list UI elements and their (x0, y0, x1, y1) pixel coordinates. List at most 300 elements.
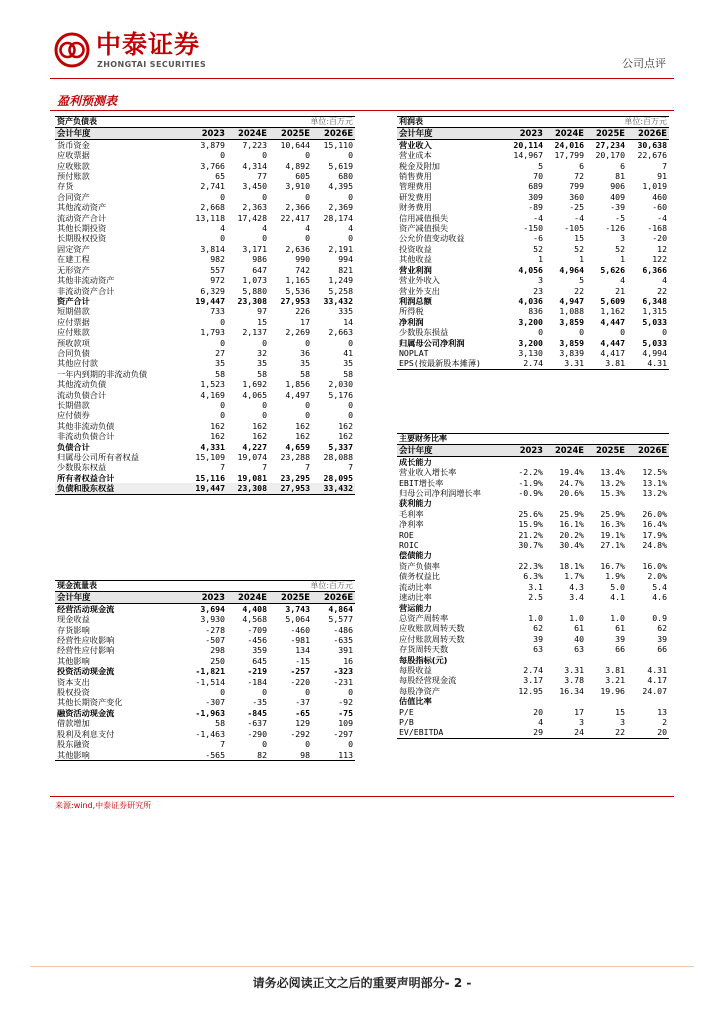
cell-value: 4,497 (285, 389, 311, 400)
table-row (397, 265, 669, 275)
cell-value: 5.4 (652, 581, 668, 592)
cell-value: 1 (538, 254, 543, 265)
table-row (55, 635, 355, 645)
table-row (397, 488, 669, 498)
cell-value: 7 (220, 739, 225, 750)
cell-value: 24.7% (559, 477, 584, 488)
cell-value: 4,568 (242, 614, 268, 625)
table-row (397, 150, 669, 160)
table-row (397, 675, 669, 685)
year-header: 2026E (627, 128, 669, 139)
cell-value: 20,170 (595, 150, 626, 161)
cell-value: 1,165 (285, 275, 311, 286)
row-label: 毛利率 (399, 508, 424, 519)
row-label: 归属母公司净利润 (399, 337, 465, 348)
income-statement-title: 利润表 (397, 117, 586, 128)
cell-value: 3,839 (559, 347, 585, 358)
table-row (397, 296, 669, 306)
cell-value: 2.5 (528, 592, 543, 603)
row-label: 流动负债合计 (57, 389, 107, 400)
row-label: 现金收益 (57, 614, 90, 625)
cell-value: 0 (220, 233, 225, 244)
cell-value: 3,200 (518, 337, 543, 348)
year-header: 2026E (627, 445, 669, 456)
cell-value: 21 (615, 285, 626, 296)
cell-value: 35 (343, 358, 354, 369)
page-footer (0, 974, 724, 991)
cell-value: 129 (295, 718, 311, 729)
cell-value: 1.7% (564, 571, 584, 582)
table-row (55, 603, 355, 614)
cell-value: 122 (652, 254, 668, 265)
cell-value: -5 (615, 212, 626, 223)
table-row (397, 286, 669, 296)
cell-value: -168 (647, 223, 668, 234)
cell-value: 1,249 (328, 275, 354, 286)
cell-value: 5 (579, 275, 585, 286)
table-row (397, 592, 669, 602)
table-row (55, 462, 355, 472)
row-label: 应付账款周转天数 (399, 633, 465, 644)
cell-value (627, 696, 669, 706)
cell-value: -35 (252, 697, 268, 708)
cash-flow-table (55, 580, 355, 761)
cell-value: 41 (343, 347, 354, 358)
cell-value: 20 (533, 706, 543, 717)
cell-value: 3.1 (528, 581, 543, 592)
cell-value: 162 (210, 431, 225, 442)
year-header: 2025E (269, 592, 312, 603)
cell-value (627, 603, 669, 613)
cell-value: 0 (620, 327, 626, 338)
cell-value: 15,109 (195, 452, 225, 462)
cell-value: 12.5% (642, 467, 668, 478)
table-row (397, 571, 669, 581)
cell-value: 3.81 (586, 358, 627, 369)
cell-value: 61 (574, 623, 584, 634)
row-label: 每股指标(元) (399, 654, 448, 665)
cell-value: 16 (343, 655, 354, 666)
cell-value: 19.96 (600, 685, 625, 696)
table-row (55, 666, 355, 676)
cell-value: 0 (538, 327, 543, 338)
cell-value: 4 (538, 716, 543, 727)
table-row (397, 348, 669, 358)
cell-value: 20.2% (559, 529, 584, 540)
table-row (397, 161, 669, 171)
cell-value: -297 (333, 728, 354, 739)
cell-value: 4.6 (652, 592, 668, 603)
cell-value: 30.7% (518, 540, 543, 551)
table-row (397, 509, 669, 519)
cell-value: 28,174 (323, 212, 354, 223)
cell-value: 19,074 (237, 452, 268, 462)
cell-value: -290 (247, 728, 268, 739)
cell-value: 113 (312, 750, 355, 761)
row-label: 总资产周转率 (399, 612, 449, 623)
row-label: 获利能力 (399, 498, 432, 509)
cell-value: -105 (564, 223, 585, 234)
cell-value: 1,856 (285, 379, 311, 390)
row-label: 其他流动负债 (57, 379, 107, 390)
cell-value: 30.4% (559, 540, 584, 551)
cell-value: 4,169 (200, 389, 225, 400)
row-label: 股东融资 (57, 739, 90, 750)
cell-value: 5,033 (642, 337, 668, 348)
row-label: 非流动资产合计 (57, 285, 115, 296)
table-row (55, 275, 355, 285)
cell-value: 40 (574, 633, 584, 644)
cell-value: -460 (290, 624, 311, 635)
table-row (397, 244, 669, 254)
cell-value: 3,200 (518, 316, 543, 327)
cell-value: -1,821 (195, 666, 225, 677)
cash-flow-title: 现金流量表 (55, 581, 269, 592)
cell-value: 986 (252, 254, 268, 265)
row-label: 营运能力 (399, 602, 432, 613)
cell-value: 742 (295, 264, 311, 275)
cell-value: 15.9% (518, 519, 543, 530)
cell-value: 645 (252, 655, 268, 666)
row-label: 债务权益比 (399, 571, 440, 582)
cell-value: 226 (295, 306, 311, 317)
row-label: 存货 (57, 181, 74, 192)
cell-value: 0 (348, 739, 354, 750)
report-type: 公司点评 (622, 57, 666, 70)
cell-value: 62 (657, 623, 668, 634)
cell-value: 4 (305, 223, 311, 234)
cell-value: 0 (348, 399, 354, 410)
cell-value: 4 (262, 223, 268, 234)
cell-value: 6,366 (642, 264, 668, 275)
footer-divider (30, 966, 694, 967)
company-name-cn: 中泰证券 (96, 30, 201, 59)
cell-value: 7 (220, 462, 225, 473)
row-label: 存货周转天数 (399, 644, 449, 655)
cell-value: 70 (533, 171, 543, 182)
cell-value: 16.3% (600, 519, 625, 530)
cell-value: 2.74 (505, 358, 545, 369)
cell-value: 3,910 (285, 181, 311, 192)
cell-value: 15 (615, 706, 625, 717)
cell-value (545, 655, 586, 665)
section-title: 盈利预测表 (57, 94, 118, 108)
cell-value: 23,288 (280, 452, 311, 462)
cell-value: 6,348 (642, 295, 668, 306)
cell-value: 1,793 (200, 327, 225, 338)
cell-value: 63 (533, 644, 543, 655)
cell-value: 5,577 (328, 614, 354, 625)
row-label: 其他收益 (399, 254, 432, 265)
cell-value: 0 (220, 687, 225, 698)
table-row (397, 171, 669, 181)
cell-value: 4,659 (285, 441, 311, 452)
cell-value: 0 (262, 191, 268, 202)
cell-value: 5,626 (600, 264, 626, 275)
cell-value: 1,692 (242, 379, 268, 390)
cell-value: 25.9% (600, 508, 625, 519)
cell-value: 162 (338, 420, 354, 431)
cell-value: -507 (205, 635, 225, 646)
cell-value: 39 (657, 633, 668, 644)
cell-value: 3,766 (200, 160, 225, 171)
cell-value: 3 (579, 716, 584, 727)
cell-value: 91 (657, 171, 668, 182)
cell-value: 0 (262, 399, 268, 410)
row-label: 偿债能力 (399, 550, 432, 561)
row-label: 其他流动资产 (57, 202, 107, 213)
cell-value: 3.17 (523, 675, 543, 686)
cell-value: 990 (295, 254, 311, 265)
cell-value: 4,947 (559, 295, 585, 306)
table-row (55, 150, 355, 160)
cell-value: 0 (348, 233, 354, 244)
row-label: 借款增加 (57, 718, 90, 729)
cell-value: 0 (262, 150, 268, 161)
cell-value: 25.6% (518, 508, 543, 519)
row-label: 应收账款周转天数 (399, 623, 465, 634)
cell-value: 7 (348, 462, 354, 473)
cell-value: 12.95 (518, 685, 543, 696)
year-header: 2023 (187, 592, 227, 603)
row-label: 融资活动现金流 (57, 707, 115, 718)
cell-value: 359 (252, 645, 268, 656)
row-label: 少数股东权益 (57, 462, 107, 473)
row-label: 估值比率 (399, 696, 432, 707)
cell-value: 2,636 (285, 243, 311, 254)
cell-value: 4.31 (627, 358, 669, 369)
row-label: 税金及附加 (399, 160, 440, 171)
row-label: 合同资产 (57, 191, 90, 202)
cell-value: 63 (574, 644, 584, 655)
cell-value: 66 (615, 644, 625, 655)
row-label: 其他长期投资 (57, 223, 107, 234)
cell-value: 5,337 (328, 441, 354, 452)
row-label: 经营活动现金流 (57, 603, 115, 614)
cell-value: 0 (220, 316, 225, 327)
cell-value: 72 (574, 171, 585, 182)
cell-value: 23 (533, 285, 543, 296)
cell-value: 733 (210, 306, 225, 317)
cell-value: 1,019 (642, 181, 668, 192)
table-row (55, 296, 355, 306)
row-label: 资本支出 (57, 676, 90, 687)
year-header: 2023 (187, 128, 227, 139)
table-row (55, 358, 355, 368)
cell-value: 23,295 (280, 472, 311, 483)
table-row (55, 181, 355, 191)
zhongtai-logo-icon (54, 32, 90, 68)
cell-value: 3,814 (200, 243, 225, 254)
cell-value: -92 (338, 697, 354, 708)
row-label: 管理费用 (399, 181, 432, 192)
cell-value (586, 498, 627, 508)
cell-value: -709 (247, 624, 268, 635)
cell-value: 162 (295, 420, 311, 431)
cell-value: 22,417 (280, 212, 311, 223)
row-label: 资产负债率 (399, 560, 440, 571)
cell-value: 460 (652, 191, 668, 202)
row-label: 其他影响 (55, 750, 187, 761)
cell-value (505, 456, 545, 467)
cell-value: -278 (205, 624, 225, 635)
table-row (55, 244, 355, 254)
cell-value: -15 (295, 655, 311, 666)
page-number: - 2 - (444, 976, 472, 990)
cell-value: -0.9% (518, 488, 543, 499)
cell-value: 4.17 (647, 675, 668, 686)
cell-value: 4,964 (559, 264, 585, 275)
cell-value: 647 (252, 264, 268, 275)
cell-value: 23,308 (237, 295, 268, 306)
cell-value: -60 (652, 202, 668, 213)
cell-value: 16.4% (642, 519, 668, 530)
table-row (55, 161, 355, 171)
cell-value: 14 (343, 316, 354, 327)
cell-value: 5,064 (285, 614, 311, 625)
header-divider (50, 78, 674, 79)
cell-value: 0 (579, 327, 585, 338)
cell-value: 298 (210, 645, 225, 656)
row-label: 速动比率 (399, 592, 432, 603)
cell-value: 3,130 (518, 347, 543, 358)
row-label: 应付债券 (57, 410, 90, 421)
table-row (397, 306, 669, 316)
ratios-title: 主要财务比率 (397, 434, 669, 445)
cell-value: 605 (295, 171, 311, 182)
cell-value: 1.0 (528, 612, 543, 623)
cell-value: 16.1% (559, 519, 584, 530)
income-statement-unit: 单位:百万元 (586, 117, 669, 128)
row-label: EPS(按最新股本摊薄) (397, 358, 505, 369)
cell-value: 2.74 (523, 664, 543, 675)
cell-value: 98 (269, 750, 312, 761)
cell-value: 24.8% (642, 540, 668, 551)
cell-value: 81 (615, 171, 626, 182)
financial-ratios-table (397, 433, 669, 739)
cell-value: 24,016 (554, 139, 585, 150)
table-row (55, 483, 355, 494)
source-divider (50, 796, 674, 797)
cell-value: -231 (333, 676, 354, 687)
row-label: NOPLAT (399, 347, 429, 358)
row-label: 一年内到期的非流动负债 (57, 368, 148, 379)
cell-value: 7 (262, 462, 268, 473)
cell-value (505, 603, 545, 613)
cell-value: 4,892 (285, 160, 311, 171)
cell-value: 16.7% (600, 560, 625, 571)
cell-value: 0 (348, 337, 354, 348)
row-label: 营业外支出 (399, 285, 440, 296)
row-label: ROE (399, 529, 414, 540)
cell-value (627, 456, 669, 467)
table-row (397, 254, 669, 264)
cell-value: 5,619 (328, 160, 354, 171)
row-label: 合同负债 (57, 347, 90, 358)
row-label: 归属母公司所有者权益 (57, 452, 139, 462)
row-label: 成长能力 (399, 456, 432, 467)
cell-value: 15,116 (195, 472, 225, 483)
row-label: 负债合计 (57, 441, 90, 452)
table-row (397, 717, 669, 727)
cell-value: 0 (305, 150, 311, 161)
cell-value: 19,081 (237, 472, 268, 483)
cell-value: 2,741 (200, 181, 225, 192)
cell-value: 19,447 (195, 295, 225, 306)
row-label: 少数股东损益 (399, 327, 449, 338)
row-label: 归母公司净利润增长率 (399, 488, 481, 499)
cell-value: 39 (615, 633, 625, 644)
cell-value: 0 (262, 233, 268, 244)
cell-value: 12 (657, 243, 668, 254)
cell-value: -456 (247, 635, 268, 646)
cell-value: -2.2% (518, 467, 543, 478)
cell-value: 15 (257, 316, 268, 327)
cell-value (545, 498, 586, 508)
table-row (55, 192, 355, 202)
table-row (55, 223, 355, 233)
row-label: 流动资产合计 (57, 212, 107, 223)
cell-value (505, 655, 545, 665)
cell-value: 3.78 (564, 675, 584, 686)
cell-value: 35 (257, 358, 268, 369)
cell-value: 21.2% (518, 529, 543, 540)
table-row (397, 223, 669, 233)
row-label: 营业利润 (399, 264, 432, 275)
table-row (55, 317, 355, 327)
cell-value: 13.1% (642, 477, 668, 488)
cell-value: 109 (338, 718, 354, 729)
row-label: 应付票据 (57, 316, 90, 327)
table-row (397, 540, 669, 550)
cell-value: 1 (579, 254, 585, 265)
table-row (397, 665, 669, 675)
cell-value: 3,171 (242, 243, 268, 254)
cell-value: 689 (528, 181, 543, 192)
cell-value: 0 (262, 687, 268, 698)
cell-value: 58 (300, 368, 311, 379)
cell-value: 4,065 (242, 389, 268, 400)
row-label: 每股经营现金流 (399, 675, 457, 686)
cell-value: 58 (215, 718, 225, 729)
cell-value: 3,859 (559, 337, 585, 348)
cell-value: 162 (252, 420, 268, 431)
cell-value: 4,314 (242, 160, 268, 171)
table-row (397, 634, 669, 644)
cell-value: 0 (348, 410, 354, 421)
cell-value: -565 (187, 750, 227, 761)
cell-value: 0.9 (652, 612, 668, 623)
cell-value: 5 (538, 160, 543, 171)
table-row (55, 254, 355, 264)
cell-value: 0 (220, 410, 225, 421)
cell-value: 52 (615, 243, 626, 254)
row-label: 长期借款 (57, 399, 90, 410)
row-label: 应收票据 (57, 150, 90, 161)
cell-value: 134 (295, 645, 311, 656)
cell-value: 27,953 (269, 483, 312, 494)
cell-value: 52 (533, 243, 543, 254)
cell-value: 0 (305, 337, 311, 348)
cell-value: 6.3% (523, 571, 543, 582)
row-label: 利润总额 (399, 295, 432, 306)
cell-value: 5,258 (328, 285, 354, 296)
cell-value: 250 (210, 655, 225, 666)
cell-value: 0 (305, 191, 311, 202)
cell-value: 97 (257, 306, 268, 317)
row-label: 其他影响 (57, 655, 90, 666)
cell-value: 17.9% (642, 529, 668, 540)
